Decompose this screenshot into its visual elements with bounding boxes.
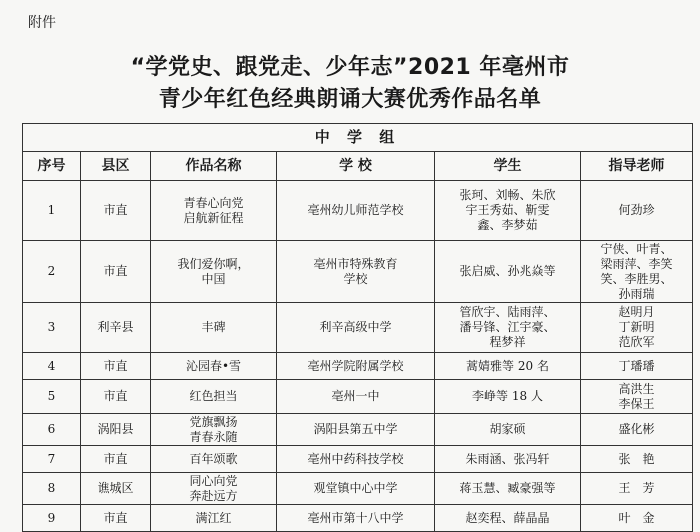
students-cell: 朱雨涵、张冯轩 (435, 446, 581, 473)
header-number: 序号 (23, 152, 81, 181)
row-number: 7 (23, 446, 81, 473)
annex-label: 附件 (28, 15, 56, 31)
header-county: 县区 (81, 152, 151, 181)
table-row (23, 303, 693, 353)
school-cell: 亳州一中 (277, 380, 435, 414)
county-cell: 利辛县 (81, 303, 151, 353)
students-cell: 管欣宇、陆雨萍、 潘号锋、江宇豪、 程梦祥 (435, 303, 581, 353)
row-number: 8 (23, 473, 81, 505)
county-cell: 市直 (81, 241, 151, 303)
teacher-cell: 盛化彬 (581, 414, 693, 446)
document-title-line-2: 青少年红色经典朗诵大赛优秀作品名单 (158, 87, 542, 112)
award-list-table (22, 123, 693, 532)
header-work-title: 作品名称 (151, 152, 277, 181)
students-cell: 胡家硕 (435, 414, 581, 446)
row-number: 4 (23, 353, 81, 380)
school-cell: 观堂镇中心中学 (277, 473, 435, 505)
teacher-cell: 何劲珍 (581, 181, 693, 241)
header-students: 学生 (435, 152, 581, 181)
teacher-cell: 宁侠、叶青、 梁雨萍、李笑 笑、李胜男、 孙雨瑞 (581, 241, 693, 303)
work-title-cell: 同心向党 奔赴远方 (151, 473, 277, 505)
table-row (23, 505, 693, 532)
teacher-cell: 王 芳 (581, 473, 693, 505)
header-teacher: 指导老师 (581, 152, 693, 181)
group-heading: 中 学 组 (23, 124, 693, 152)
students-cell: 蒋玉慧、臧豪强等 (435, 473, 581, 505)
students-cell: 张启威、孙兆焱等 (435, 241, 581, 303)
row-number: 1 (23, 181, 81, 241)
table-row (23, 353, 693, 380)
county-cell: 市直 (81, 505, 151, 532)
table-row (23, 414, 693, 446)
students-cell: 赵奕程、薛晶晶 (435, 505, 581, 532)
school-cell: 涡阳县第五中学 (277, 414, 435, 446)
table-row (23, 446, 693, 473)
county-cell: 涡阳县 (81, 414, 151, 446)
work-title-cell: 丰碑 (151, 303, 277, 353)
teacher-cell: 叶 金 (581, 505, 693, 532)
row-number: 6 (23, 414, 81, 446)
school-cell: 亳州市第十八中学 (277, 505, 435, 532)
work-title-cell: 党旗飘扬 青春永随 (151, 414, 277, 446)
school-cell: 亳州学院附属学校 (277, 353, 435, 380)
work-title-cell: 沁园春•雪 (151, 353, 277, 380)
row-number: 9 (23, 505, 81, 532)
teacher-cell: 赵明月 丁新明 范欣军 (581, 303, 693, 353)
students-cell: 蒿婧雅等 20 名 (435, 353, 581, 380)
work-title-cell: 青春心向党 启航新征程 (151, 181, 277, 241)
table-row (23, 241, 693, 303)
county-cell: 市直 (81, 353, 151, 380)
header-school: 学 校 (277, 152, 435, 181)
teacher-cell: 丁璠璠 (581, 353, 693, 380)
county-cell: 市直 (81, 181, 151, 241)
row-number: 5 (23, 380, 81, 414)
school-cell: 亳州幼儿师范学校 (277, 181, 435, 241)
county-cell: 市直 (81, 380, 151, 414)
county-cell: 市直 (81, 446, 151, 473)
table-row (23, 380, 693, 414)
work-title-cell: 满江红 (151, 505, 277, 532)
school-cell: 亳州中药科技学校 (277, 446, 435, 473)
teacher-cell: 高洪生 李保王 (581, 380, 693, 414)
table-row (23, 181, 693, 241)
students-cell: 张珂、刘畅、朱欣 宇王秀茹、靳雯 鑫、李梦茹 (435, 181, 581, 241)
table-row (23, 473, 693, 505)
document-title-line-1: “学党史、跟党走、少年志”2021 年亳州市 (130, 55, 570, 80)
county-cell: 谯城区 (81, 473, 151, 505)
students-cell: 李峥等 18 人 (435, 380, 581, 414)
teacher-cell: 张 艳 (581, 446, 693, 473)
school-cell: 利辛高级中学 (277, 303, 435, 353)
row-number: 2 (23, 241, 81, 303)
work-title-cell: 百年颂歌 (151, 446, 277, 473)
work-title-cell: 红色担当 (151, 380, 277, 414)
row-number: 3 (23, 303, 81, 353)
school-cell: 亳州市特殊教育 学校 (277, 241, 435, 303)
work-title-cell: 我们爱你啊， 中国 (151, 241, 277, 303)
